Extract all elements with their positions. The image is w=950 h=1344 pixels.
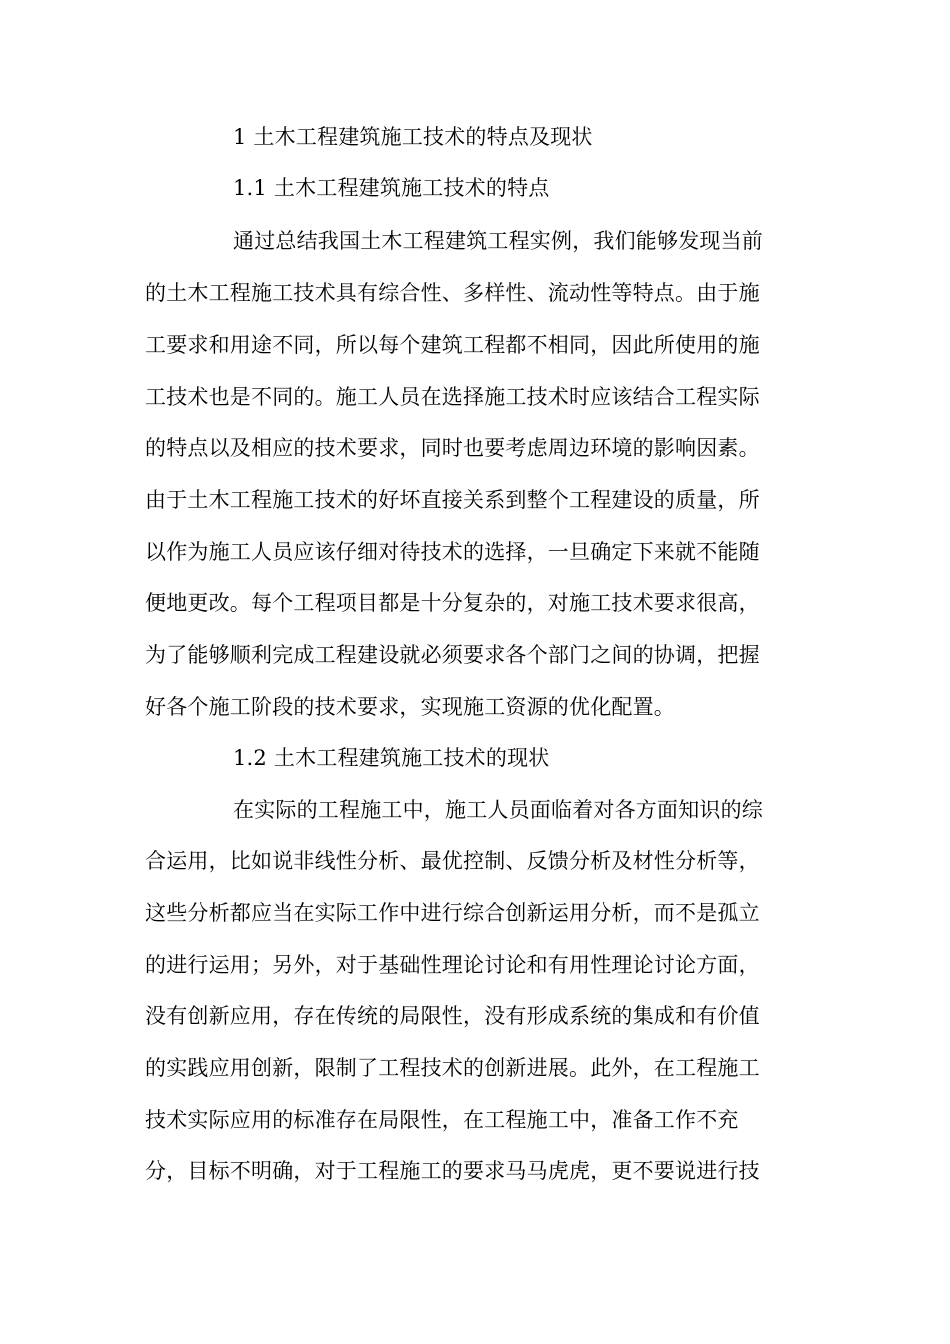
- paragraph-2-line: 没有创新应用，存在传统的局限性，没有形成系统的集成和有价值: [145, 1004, 760, 1028]
- subsection-heading-1-2: 1.2 土木工程建筑施工技术的现状: [233, 746, 550, 770]
- paragraph-1-line: 通过总结我国土木工程建筑工程实例，我们能够发现当前: [233, 229, 763, 253]
- paragraph-2-line: 的进行运用；另外，对于基础性理论讨论和有用性理论讨论方面，: [145, 953, 760, 977]
- paragraph-1-line: 的特点以及相应的技术要求，同时也要考虑周边环境的影响因素。: [145, 436, 760, 460]
- paragraph-1-line: 以作为施工人员应该仔细对待技术的选择，一旦确定下来就不能随: [145, 540, 760, 564]
- paragraph-1-line: 工要求和用途不同，所以每个建筑工程都不相同，因此所使用的施: [145, 333, 760, 357]
- paragraph-2-line: 这些分析都应当在实际工作中进行综合创新运用分析，而不是孤立: [145, 901, 760, 925]
- paragraph-1-line: 便地更改。每个工程项目都是十分复杂的，对施工技术要求很高，: [145, 591, 760, 615]
- paragraph-2-line: 在实际的工程施工中，施工人员面临着对各方面知识的综: [233, 798, 763, 822]
- paragraph-1-line: 为了能够顺利完成工程建设就必须要求各个部门之间的协调，把握: [145, 643, 760, 667]
- paragraph-1-line: 好各个施工阶段的技术要求，实现施工资源的优化配置。: [145, 695, 675, 719]
- paragraph-1-line: 的土木工程施工技术具有综合性、多样性、流动性等特点。由于施: [145, 281, 760, 305]
- paragraph-2-line: 分，目标不明确，对于工程施工的要求马马虎虎，更不要说进行技: [145, 1159, 760, 1183]
- paragraph-1-line: 工技术也是不同的。施工人员在选择施工技术时应该结合工程实际: [145, 385, 760, 409]
- paragraph-2-line: 合运用，比如说非线性分析、最优控制、反馈分析及材性分析等，: [145, 849, 760, 873]
- subsection-heading-1-1: 1.1 土木工程建筑施工技术的特点: [233, 176, 550, 200]
- paragraph-1-line: 由于土木工程施工技术的好坏直接关系到整个工程建设的质量，所: [145, 488, 760, 512]
- paragraph-2-line: 技术实际应用的标准存在局限性，在工程施工中，准备工作不充: [145, 1108, 739, 1132]
- paragraph-2-line: 的实践应用创新，限制了工程技术的创新进展。此外，在工程施工: [145, 1056, 760, 1080]
- section-heading-1: 1 土木工程建筑施工技术的特点及现状: [233, 125, 593, 149]
